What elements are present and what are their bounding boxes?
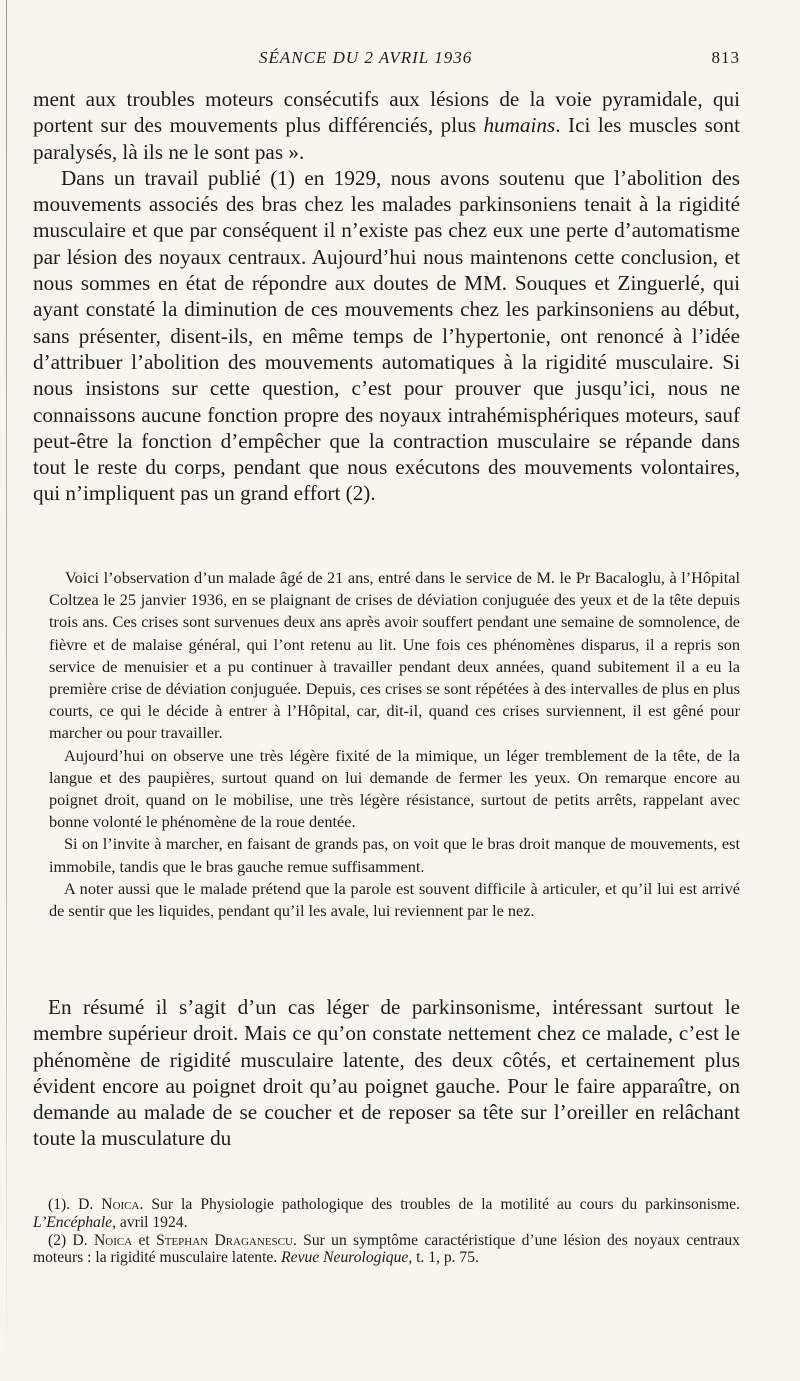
observation-paragraph-4: A noter aussi que le malade prétend que la parole est souvent difficile à articuler, et qu’il lui est arrivé de sentir que les liquides, pendant qu’il les avale, lui reviennent par le nez.	[49, 878, 740, 921]
footnote-1	[33, 1196, 740, 1232]
para1-text-end: . Ici les muscles sont paralysés, là ils ne le sont pas ».	[33, 113, 740, 164]
footnote-1-text: . Sur la Physiologie pathologique des troubles de la motilité au cours du parkinsonisme.	[139, 1196, 740, 1213]
paragraph-continued	[33, 86, 740, 165]
main-text	[33, 86, 740, 507]
summary-section	[33, 994, 740, 1152]
footnote-2-author-1: D. Noica	[72, 1231, 133, 1249]
para1-emphasis: humains	[483, 113, 556, 138]
footnote-2-author-2: Stephan Draganescu	[156, 1231, 293, 1249]
observation-paragraph-1: Voici l’observation d’un malade âgé de 21 ans, entré dans le service de M. le Pr Bacaloglu, à l’Hôpital Coltzea le 25 janvier 1936, en se plaignant de crises de déviation conjuguée des yeux et de la tête depuis trois ans. Ces crises sont survenues deux ans après avoir souffert pendant une semaine de somnolence, de fièvre et de malaise général, qui l’ont retenu au lit. Une fois ces phénomènes disparus, il a repris son service de menuisier et a pu continuer à travailler pendant deux années, quand subitement il a eu la première crise de déviation conjuguée. Depuis, ces crises se sont répétées à des intervalles de plus en plus courts, ce qui le décide à entrer à l’Hôpital, car, dit-il, quand ces crises surviennent, il est gêné pour marcher ou pour travailler.	[49, 568, 740, 743]
footnote-2-text: . Sur un symptôme caractéristique d’une lésion des noyaux centraux moteurs : la rigidité musculaire latente.	[33, 1231, 740, 1267]
page-number: 813	[711, 48, 740, 67]
footnote-1-end: , avril 1924.	[112, 1213, 188, 1231]
paragraph-abolition: Dans un travail publié (1) en 1929, nous avons soutenu que l’abolition des mouvements associés des bras chez les malades parkinsoniens tenait à la rigidité musculaire et que par conséquent il n’existe pas chez eux une perte d’automatisme par lésion des noyaux centraux. Aujourd’hui nous maintenons cette conclusion, et nous sommes en état de répondre aux doutes de MM. Souques et Zinguerlé, qui ayant constaté la diminution de ces mouvements chez les parkinsoniens au début, sans présenter, disent-ils, en même temps de l’hypertonie, ont renoncé à l’idée d’attribuer l’abolition des mouvements automatiques à la rigidité musculaire. Si nous insistons sur cette question, c’est pour prouver que jusqu’ici, nous ne connaissons aucune fonction propre des noyaux intrahémisphériques moteurs, sauf peut-être la fonction d’empêcher que la contraction musculaire se répande dans tout le reste du corps, pendant que nous exécutons des mouvements volontaires, qui n’impliquent pas un grand effort (2).	[33, 165, 740, 506]
para1-text: ment aux troubles moteurs consécutifs aux lésions de la voie pyramidale, qui portent sur des mouvements plus différenciés, plus	[33, 87, 740, 138]
running-title: SÉANCE DU 2 AVRIL 1936	[259, 48, 473, 67]
footnote-1-number: (1).	[48, 1196, 71, 1213]
footnote-2	[33, 1232, 740, 1268]
footnotes	[33, 1196, 740, 1267]
running-header	[33, 48, 740, 72]
footnote-2-number: (2)	[48, 1231, 67, 1249]
case-observation	[49, 567, 740, 922]
scan-edge-shadow	[6, 0, 7, 1381]
footnote-1-journal: L’Encéphale	[33, 1213, 113, 1231]
footnote-2-end: , t. 1, p. 75.	[408, 1249, 479, 1267]
summary-paragraph: En résumé il s’agit d’un cas léger de parkinsonisme, intéressant surtout le membre supérieur droit. Mais ce qu’on constate nettement chez ce malade, c’est le phénomène de rigidité musculaire latente, des deux côtés, et certainement plus évident encore au poignet droit qu’au poignet gauche. Pour le faire apparaître, on demande au malade de se coucher et de reposer sa tête sur l’oreiller en relâchant toute la musculature du	[33, 995, 740, 1151]
footnote-2-and: et	[132, 1231, 157, 1249]
footnote-2-journal: Revue Neurologique	[281, 1249, 409, 1267]
footnote-1-author: D. Noica	[78, 1196, 140, 1213]
observation-paragraph-3: Si on l’invite à marcher, en faisant de grands pas, on voit que le bras droit manque de mouvements, est immobile, tandis que le bras gauche remue suffisamment.	[49, 834, 740, 876]
observation-paragraph-2: Aujourd’hui on observe une très légère fixité de la mimique, un léger tremblement de la tête, de la langue et des paupières, surtout quand on lui demande de fermer les yeux. On remarque encore au poignet droit, quand on le mobilise, une très légère résistance, surtout de petits arrêts, rappelant avec bonne volonté le phénomène de la roue dentée.	[49, 745, 740, 832]
